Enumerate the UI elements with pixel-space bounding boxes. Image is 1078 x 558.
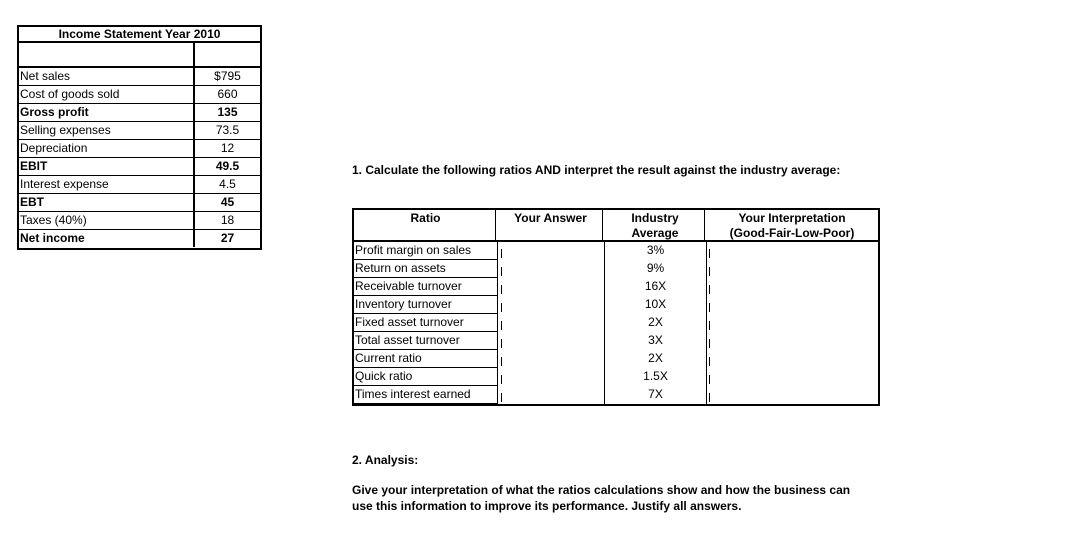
ratio-name: Times interest earned — [354, 386, 497, 404]
income-row-value: 49.5 — [193, 158, 260, 175]
income-row — [19, 86, 260, 104]
income-row-label: Selling expenses — [20, 123, 111, 137]
analysis-text: Give your interpretation of what the ratios calculations show and how the business can use this information to improve its performance. Justify all answers. — [352, 483, 851, 513]
ratio-row — [354, 386, 878, 404]
industry-average-value: 1.5X — [604, 368, 706, 386]
industry-average-value: 3% — [604, 242, 706, 260]
header-interp-line1: Your Interpretation — [738, 211, 846, 225]
income-row-value: 27 — [193, 230, 260, 247]
industry-average-value: 7X — [604, 386, 706, 404]
income-row-label: Gross profit — [20, 105, 89, 119]
industry-average-value: 9% — [604, 260, 706, 278]
your-answer-cell[interactable] — [497, 386, 604, 404]
income-row-value: $795 — [193, 68, 260, 85]
header-industry-average — [604, 211, 706, 241]
income-row-value: 660 — [193, 86, 260, 103]
income-row — [19, 230, 260, 248]
ratio-name: Total asset turnover — [354, 332, 497, 350]
analysis-title: 2. Analysis: — [352, 453, 419, 467]
cell-marker — [501, 393, 502, 402]
ratio-name: Fixed asset turnover — [354, 314, 497, 332]
income-row — [19, 194, 260, 212]
income-row-value: 4.5 — [193, 176, 260, 193]
ratio-name: Receivable turnover — [354, 278, 497, 296]
ratio-row — [354, 350, 878, 368]
income-row-value: 73.5 — [193, 122, 260, 139]
your-answer-cell[interactable] — [497, 278, 604, 296]
cell-marker — [709, 249, 710, 258]
cell-marker — [501, 303, 502, 312]
your-interpretation-cell[interactable] — [706, 296, 878, 314]
income-row-label: Interest expense — [20, 177, 109, 191]
industry-average-value: 16X — [604, 278, 706, 296]
cell-marker — [709, 393, 710, 402]
cell-marker — [709, 267, 710, 276]
header-industry-line2: Average — [631, 226, 679, 240]
cell-marker — [709, 303, 710, 312]
cell-marker — [501, 249, 502, 258]
header-interp-line2: (Good-Fair-Low-Poor) — [729, 226, 855, 240]
industry-average-value: 2X — [604, 350, 706, 368]
income-row-value: 18 — [193, 212, 260, 229]
ratio-row — [354, 314, 878, 332]
header-industry-line1: Industry — [631, 211, 679, 225]
ratio-name: Profit margin on sales — [354, 242, 497, 260]
your-answer-cell[interactable] — [497, 332, 604, 350]
ratio-name: Current ratio — [354, 350, 497, 368]
cell-marker — [709, 357, 710, 366]
cell-marker — [709, 321, 710, 330]
header-your-interpretation — [706, 211, 878, 241]
income-row — [19, 212, 260, 230]
cell-marker — [709, 375, 710, 384]
income-row — [19, 104, 260, 122]
industry-average-value: 10X — [604, 296, 706, 314]
your-interpretation-cell[interactable] — [706, 242, 878, 260]
industry-average-value: 2X — [604, 314, 706, 332]
your-answer-cell[interactable] — [497, 260, 604, 278]
income-row-label: Net sales — [20, 69, 71, 83]
your-answer-cell[interactable] — [497, 368, 604, 386]
cell-marker — [501, 357, 502, 366]
your-answer-cell[interactable] — [497, 296, 604, 314]
ratio-row — [354, 242, 878, 260]
your-interpretation-cell[interactable] — [706, 368, 878, 386]
income-row-label: Net income — [20, 231, 85, 245]
ratio-row — [354, 332, 878, 350]
ratio-table-header — [352, 208, 880, 242]
industry-average-value: 3X — [604, 332, 706, 350]
income-statement-title: Income Statement Year 2010 — [17, 25, 262, 43]
income-row-value: 12 — [193, 140, 260, 157]
your-answer-cell[interactable] — [497, 350, 604, 368]
header-ratio: Ratio — [410, 211, 441, 225]
your-interpretation-cell[interactable] — [706, 386, 878, 404]
income-row — [19, 68, 260, 86]
ratio-row — [354, 278, 878, 296]
ratio-name: Quick ratio — [354, 368, 497, 386]
ratio-row — [354, 368, 878, 386]
income-row — [19, 140, 260, 158]
ratio-table-body — [352, 242, 880, 406]
income-statement-rows — [17, 68, 262, 250]
your-interpretation-cell[interactable] — [706, 350, 878, 368]
cell-marker — [709, 339, 710, 348]
income-statement-blank-row — [17, 43, 262, 68]
cell-marker — [501, 267, 502, 276]
your-interpretation-cell[interactable] — [706, 314, 878, 332]
ratio-row — [354, 296, 878, 314]
cell-marker — [501, 339, 502, 348]
your-answer-cell[interactable] — [497, 242, 604, 260]
income-row — [19, 158, 260, 176]
income-row-label: Taxes (40%) — [20, 213, 87, 227]
your-interpretation-cell[interactable] — [706, 278, 878, 296]
income-row-value: 135 — [193, 104, 260, 121]
income-row-label: Cost of goods sold — [20, 87, 120, 101]
cell-marker — [501, 321, 502, 330]
cell-marker — [501, 375, 502, 384]
your-answer-cell[interactable] — [497, 314, 604, 332]
your-interpretation-cell[interactable] — [706, 332, 878, 350]
income-row-label: EBIT — [20, 159, 48, 173]
ratio-name: Inventory turnover — [354, 296, 497, 314]
ratio-name: Return on assets — [354, 260, 497, 278]
income-row — [19, 122, 260, 140]
income-row-value: 45 — [193, 194, 260, 211]
cell-marker — [709, 285, 710, 294]
ratio-row — [354, 260, 878, 278]
question-1-text: 1. Calculate the following ratios AND interpret the result against the industry average: — [352, 163, 841, 177]
cell-marker — [501, 285, 502, 294]
your-interpretation-cell[interactable] — [706, 260, 878, 278]
income-row — [19, 176, 260, 194]
header-your-answer: Your Answer — [514, 211, 587, 225]
income-row-label: Depreciation — [20, 141, 88, 155]
income-row-label: EBT — [20, 195, 44, 209]
